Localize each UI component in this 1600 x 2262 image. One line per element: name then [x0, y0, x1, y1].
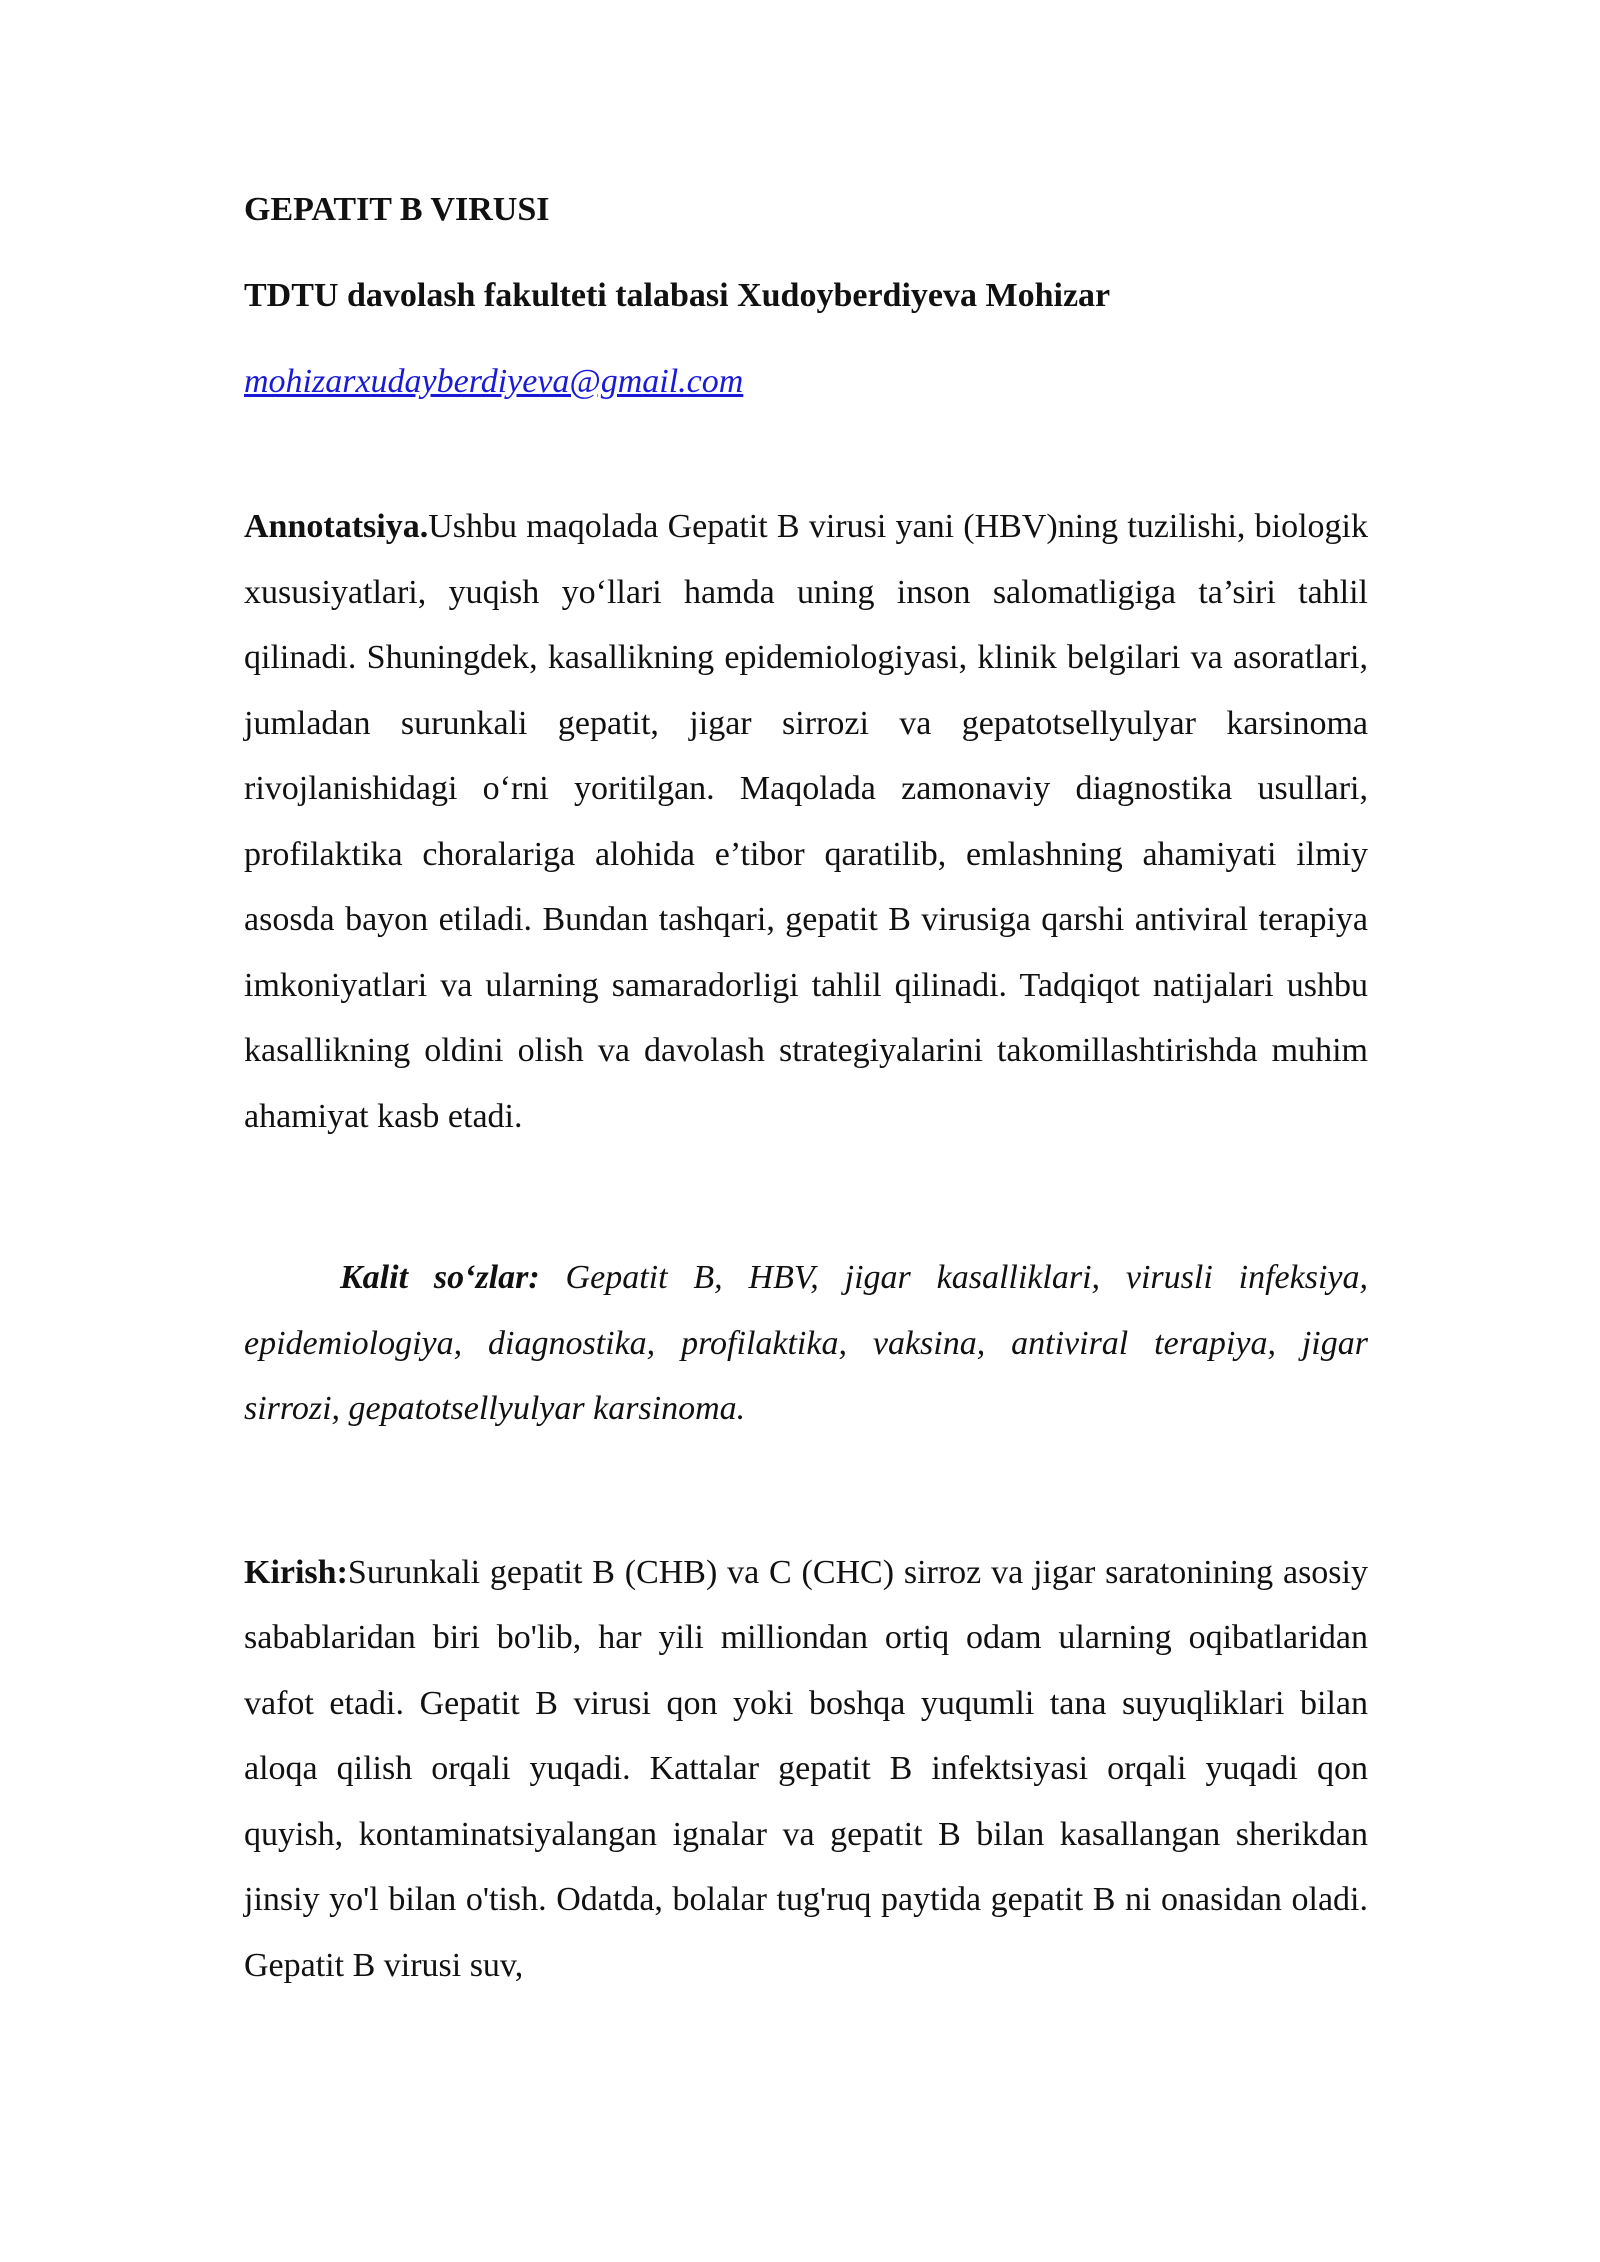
keywords-paragraph — [244, 1245, 1368, 1442]
abstract-paragraph — [244, 494, 1368, 1149]
keywords-text: Gepatit B, HBV, jigar kasalliklari, virusli infeksiya, epidemiologiya, diagnostika, profilaktika, vaksina, antiviral terapiya, jigar sirrozi, gepatotsellyulyar karsinoma. — [244, 1259, 1368, 1427]
document-content — [244, 190, 1368, 1998]
author-email-link[interactable]: mohizarxudayberdiyeva@gmail.com — [244, 363, 744, 400]
author-line: TDTU davolash fakulteti talabasi Xudoyberdiyeva Mohizar — [244, 277, 1111, 314]
intro-lead: Kirish: — [244, 1553, 348, 1591]
abstract-text: Ushbu maqolada Gepatit B virusi yani (HBV)ning tuzilishi, biologik xususiyatlari, yuqish yo‘llari hamda uning inson salomatligiga ta’siri tahlil qilinadi. Shuningdek, kasallikning epidemiologiyasi, klinik belgilari va asoratlari, jumladan surunkali gepatit, jigar sirrozi va gepatotsellyulyar karsinoma rivojlanishidagi o‘rni yoritilgan. Maqolada zamonaviy diagnostika usullari, profilaktika choralariga alohida e’tibor qaratilib, emlashning ahamiyati ilmiy asosda bayon etiladi. Bundan tashqari, gepatit B virusiga qarshi antiviral terapiya imkoniyatlari va ularning samaradorligi tahlil qilinadi. Tadqiqot natijalari ushbu kasallikning oldini olish va davolash strategiyalarini takomillashtirishda muhim ahamiyat kasb etadi. — [244, 508, 1368, 1135]
abstract-lead: Annotatsiya. — [244, 508, 429, 545]
intro-paragraph — [244, 1540, 1368, 1999]
keywords-lead: Kalit so‘zlar: — [340, 1259, 540, 1296]
intro-text: Surunkali gepatit B (CHB) va C (CHC) sirroz va jigar saratonining asosiy sabablaridan biri bo'lib, har yili milliondan ortiq odam ularning oqibatlaridan vafot etadi. Gepatit B virusi qon yoki boshqa yuqumli tana suyuqliklari bilan aloqa qilish orqali yuqadi. Kattalar gepatit B infektsiyasi orqali yuqadi qon quyish, kontaminatsiyalangan ignalar va gepatit B bilan kasallangan sherikdan jinsiy yo'l bilan o'tish. Odatda, bolalar tug'ruq paytida gepatit B ni onasidan oladi. Gepatit B virusi suv, — [244, 1553, 1368, 1984]
article-title: GEPATIT B VIRUSI — [244, 191, 550, 228]
